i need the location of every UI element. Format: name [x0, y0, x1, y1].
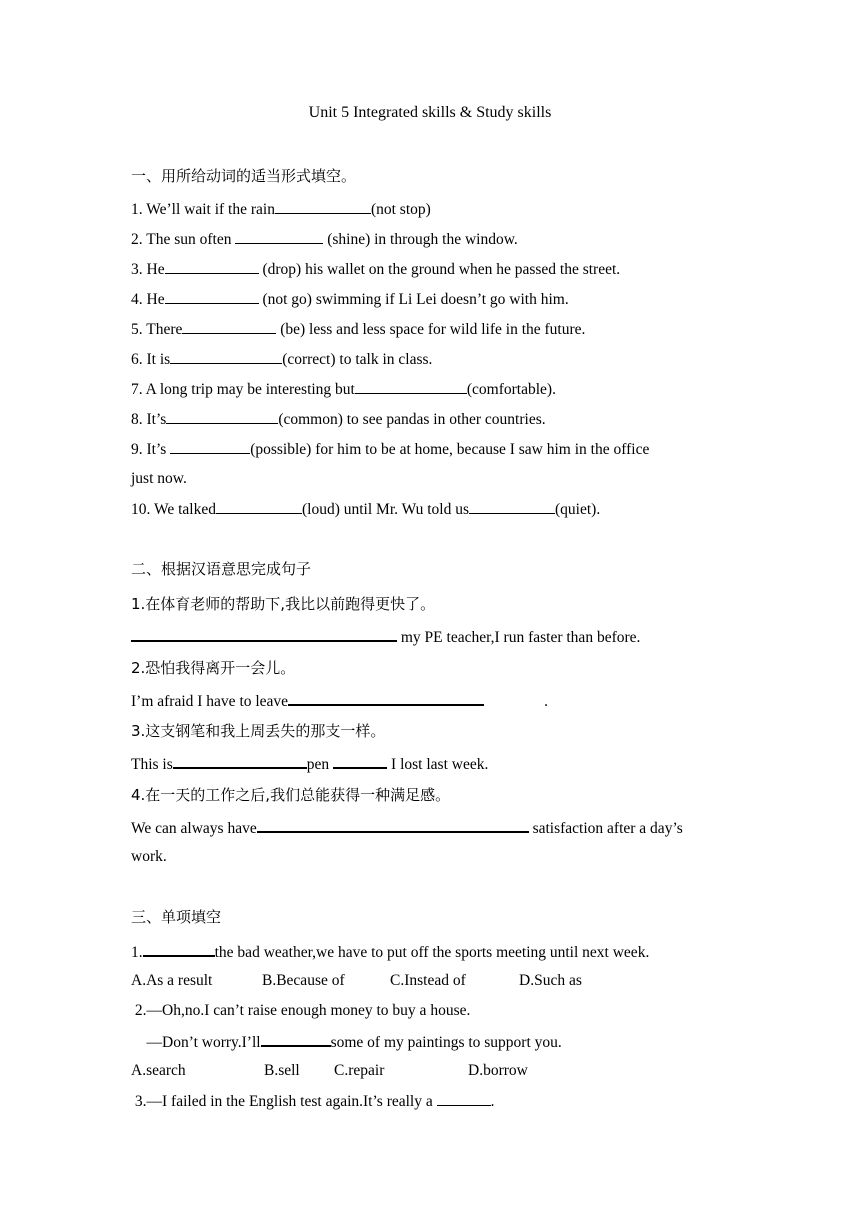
answer-blank[interactable]: [469, 499, 555, 514]
answer-blank[interactable]: [257, 817, 529, 833]
answer-blank[interactable]: [275, 199, 371, 214]
answer-blank[interactable]: [355, 379, 467, 394]
option-a[interactable]: A.As a result: [131, 972, 213, 989]
option-d[interactable]: D.Such as: [519, 972, 582, 989]
answer-blank[interactable]: [131, 626, 397, 642]
s1-item-2: 2. The sun often (shine) in through the window.: [131, 231, 518, 248]
option-c[interactable]: C.Instead of: [390, 972, 466, 989]
s3-q3: 3.—I failed in the English test again.It’s really a .: [131, 1093, 495, 1110]
answer-blank[interactable]: [166, 409, 278, 424]
answer-blank[interactable]: [288, 690, 484, 706]
answer-blank[interactable]: [143, 941, 215, 957]
page-title: Unit 5 Integrated skills & Study skills: [308, 104, 552, 121]
s3-q1: 1. the bad weather,we have to put off the sports meeting until next week.: [131, 941, 649, 963]
s2-q1-english: my PE teacher,I run faster than before.: [131, 626, 640, 648]
s2-q4-cont: work.: [131, 848, 167, 865]
s1-item-1: 1. We’ll wait if the rain (not stop): [131, 201, 431, 218]
s2-q4-english: We can always have satisfaction after a day’s: [131, 817, 683, 839]
section-2-heading: 二、根据汉语意思完成句子: [131, 560, 312, 578]
s3-q2-line1: 2.—Oh,no.I can’t raise enough money to buy a house.: [131, 1002, 471, 1019]
s1-item-4: 4. He (not go) swimming if Li Lei doesn’t go with him.: [131, 291, 569, 308]
s2-q2-english: I’m afraid I have to leave .: [131, 690, 548, 712]
section-1-heading: 一、用所给动词的适当形式填空。: [131, 167, 357, 185]
section-3-heading: 三、单项填空: [131, 908, 222, 926]
s2-q2-chinese: 2.恐怕我得离开一会儿。: [131, 659, 296, 677]
option-b[interactable]: B.sell: [264, 1062, 300, 1079]
s3-q2-options: [131, 1061, 528, 1081]
answer-blank[interactable]: [333, 753, 387, 769]
answer-blank[interactable]: [165, 259, 259, 274]
option-c[interactable]: C.repair: [334, 1062, 385, 1079]
s2-q4-chinese: 4.在一天的工作之后,我们总能获得一种满足感。: [131, 786, 451, 804]
s1-item-8: 8. It’s (common) to see pandas in other countries.: [131, 411, 546, 428]
s2-q3-english: This is pen I lost last week.: [131, 753, 488, 775]
option-b[interactable]: B.Because of: [262, 972, 345, 989]
answer-blank[interactable]: [170, 349, 282, 364]
answer-blank[interactable]: [165, 289, 259, 304]
s3-q1-options: [131, 971, 582, 991]
answer-blank[interactable]: [216, 499, 302, 514]
answer-blank[interactable]: [235, 229, 323, 244]
option-d[interactable]: D.borrow: [468, 1062, 528, 1079]
answer-blank[interactable]: [173, 753, 307, 769]
answer-blank[interactable]: [437, 1091, 491, 1106]
answer-blank[interactable]: [182, 319, 276, 334]
s1-item-7: 7. A long trip may be interesting but (comfortable).: [131, 381, 556, 398]
s1-item-6: 6. It is (correct) to talk in class.: [131, 351, 433, 368]
s3-q2-line2: —Don’t worry.I’ll some of my paintings to support you.: [131, 1031, 562, 1053]
s1-item-5: 5. There (be) less and less space for wild life in the future.: [131, 321, 586, 338]
s1-item-9: 9. It’s (possible) for him to be at home, because I saw him in the office: [131, 441, 650, 458]
option-a[interactable]: A.search: [131, 1062, 186, 1079]
s2-q3-chinese: 3.这支钢笔和我上周丢失的那支一样。: [131, 722, 386, 740]
s1-item-10: 10. We talked (loud) until Mr. Wu told us (quiet).: [131, 501, 601, 518]
answer-blank[interactable]: [170, 439, 250, 454]
answer-blank[interactable]: [261, 1031, 331, 1047]
s1-item-3: 3. He (drop) his wallet on the ground when he passed the street.: [131, 261, 621, 278]
s2-q1-chinese: 1.在体育老师的帮助下,我比以前跑得更快了。: [131, 595, 436, 613]
s1-item-9-cont: just now.: [131, 470, 187, 487]
